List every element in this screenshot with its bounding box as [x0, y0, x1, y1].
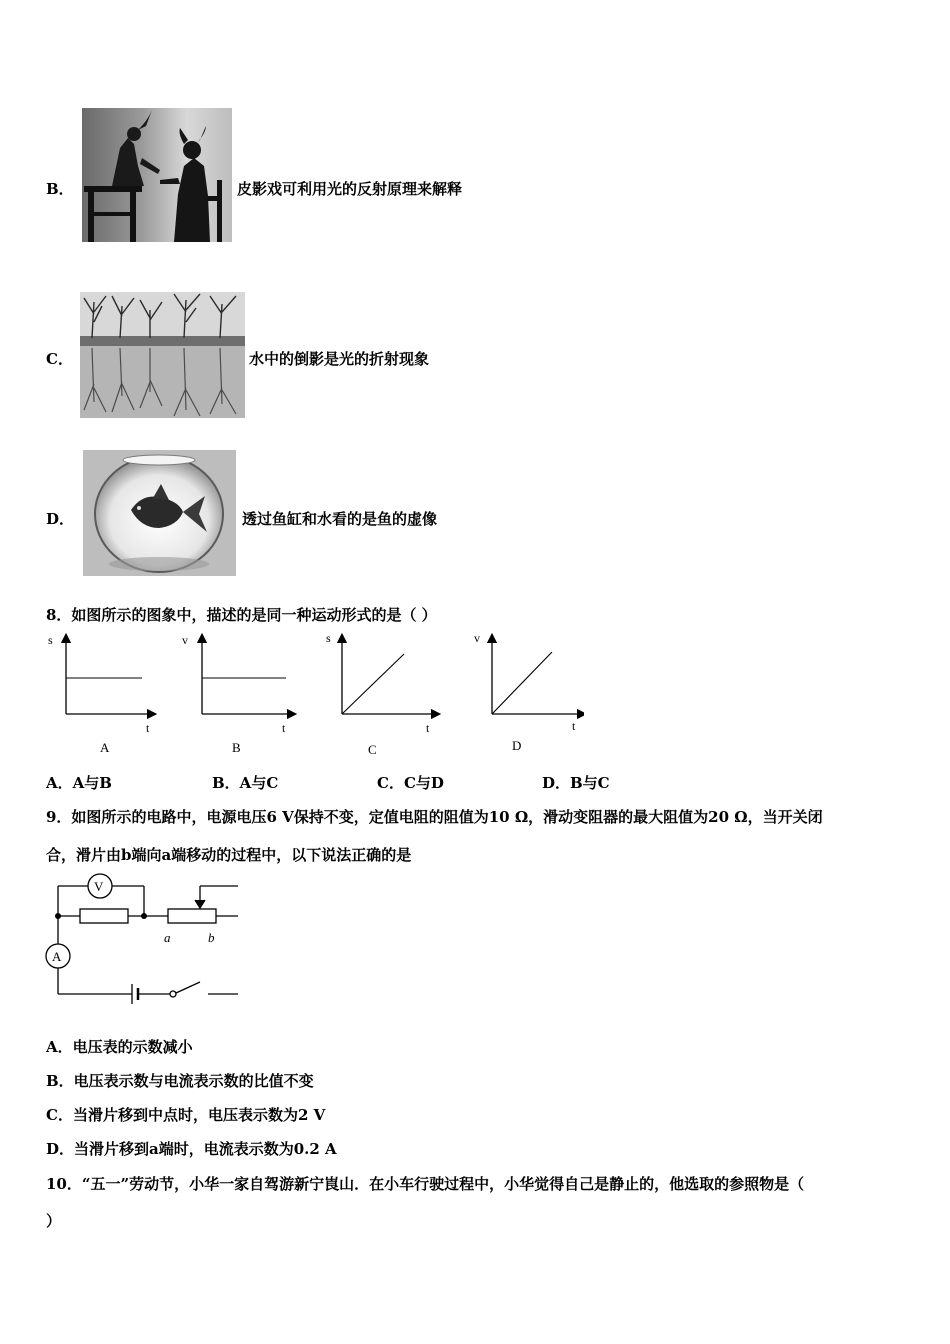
- q8-option-d: D．B与C: [542, 774, 610, 792]
- q8-graph-b-xaxis: t: [282, 721, 286, 735]
- q10-stem-line2: ）: [46, 1212, 62, 1230]
- q8-graph-d: [474, 631, 582, 753]
- q8-graph-b: [182, 633, 292, 755]
- q9-option-b: B．电压表示数与电流表示数的比值不变: [46, 1072, 314, 1090]
- q7-option-c-text: 水中的倒影是光的折射现象: [249, 350, 430, 368]
- q8-graph-d-label: D: [512, 738, 522, 753]
- q9-option-a: A．电压表的示数减小: [46, 1038, 193, 1056]
- shadow-puppet-photo: [82, 108, 232, 242]
- rheostat-end-b: b: [208, 930, 215, 945]
- q7-option-c-letter: C．: [46, 350, 73, 368]
- q7-option-d-letter: D．: [46, 510, 75, 528]
- q9-option-d: D．当滑片移到a端时，电流表示数为0.2 A: [46, 1140, 337, 1158]
- q8-graph-d-yaxis: v: [474, 631, 480, 645]
- water-reflection-photo: [80, 292, 245, 418]
- q8-option-a: A．A与B: [46, 774, 112, 792]
- q10-stem-line1: 10．“五一”劳动节，小华一家自驾游新宁崀山．在小车行驶过程中，小华觉得自己是静止的，他选取的参照物是（: [46, 1175, 805, 1193]
- q8-graph-b-label: B: [232, 740, 241, 755]
- q8-graphs-figure: [44, 630, 584, 764]
- q8-graph-a-label: A: [100, 740, 110, 755]
- q8-graph-b-yaxis: v: [182, 633, 188, 647]
- q8-stem: 8．如图所示的图象中，描述的是同一种运动形式的是（ ）: [46, 606, 437, 624]
- q7-option-d-text: 透过鱼缸和水看的是鱼的虚像: [242, 510, 438, 528]
- q8-graph-a-xaxis: t: [146, 721, 150, 735]
- q9-stem-line2: 合，滑片由b端向a端移动的过程中，以下说法正确的是: [46, 846, 412, 864]
- ammeter-label: A: [52, 949, 62, 964]
- fishbowl-photo: [83, 450, 236, 576]
- q8-option-b: B．A与C: [212, 774, 279, 792]
- q8-graph-c: [326, 631, 436, 757]
- q9-circuit-diagram: [40, 872, 240, 1004]
- voltmeter-label: V: [94, 879, 104, 894]
- q8-graph-a: [48, 633, 152, 755]
- rheostat-end-a: a: [164, 930, 171, 945]
- q9-option-c: C．当滑片移到中点时，电压表示数为2 V: [46, 1106, 326, 1124]
- q7-option-b-letter: B．: [46, 180, 74, 198]
- q7-option-b-text: 皮影戏可利用光的反射原理来解释: [237, 180, 463, 198]
- q9-stem-line1: 9．如图所示的电路中，电源电压6 V保持不变，定值电阻的阻值为10 Ω，滑动变阻器的最大阻值为20 Ω，当开关闭: [46, 808, 823, 826]
- q8-graph-a-yaxis: s: [48, 633, 53, 647]
- q8-option-c: C．C与D: [377, 774, 444, 792]
- q8-graph-c-label: C: [368, 742, 377, 757]
- q8-graph-d-xaxis: t: [572, 719, 576, 733]
- q8-graph-c-yaxis: s: [326, 631, 331, 645]
- q8-graph-c-xaxis: t: [426, 721, 430, 735]
